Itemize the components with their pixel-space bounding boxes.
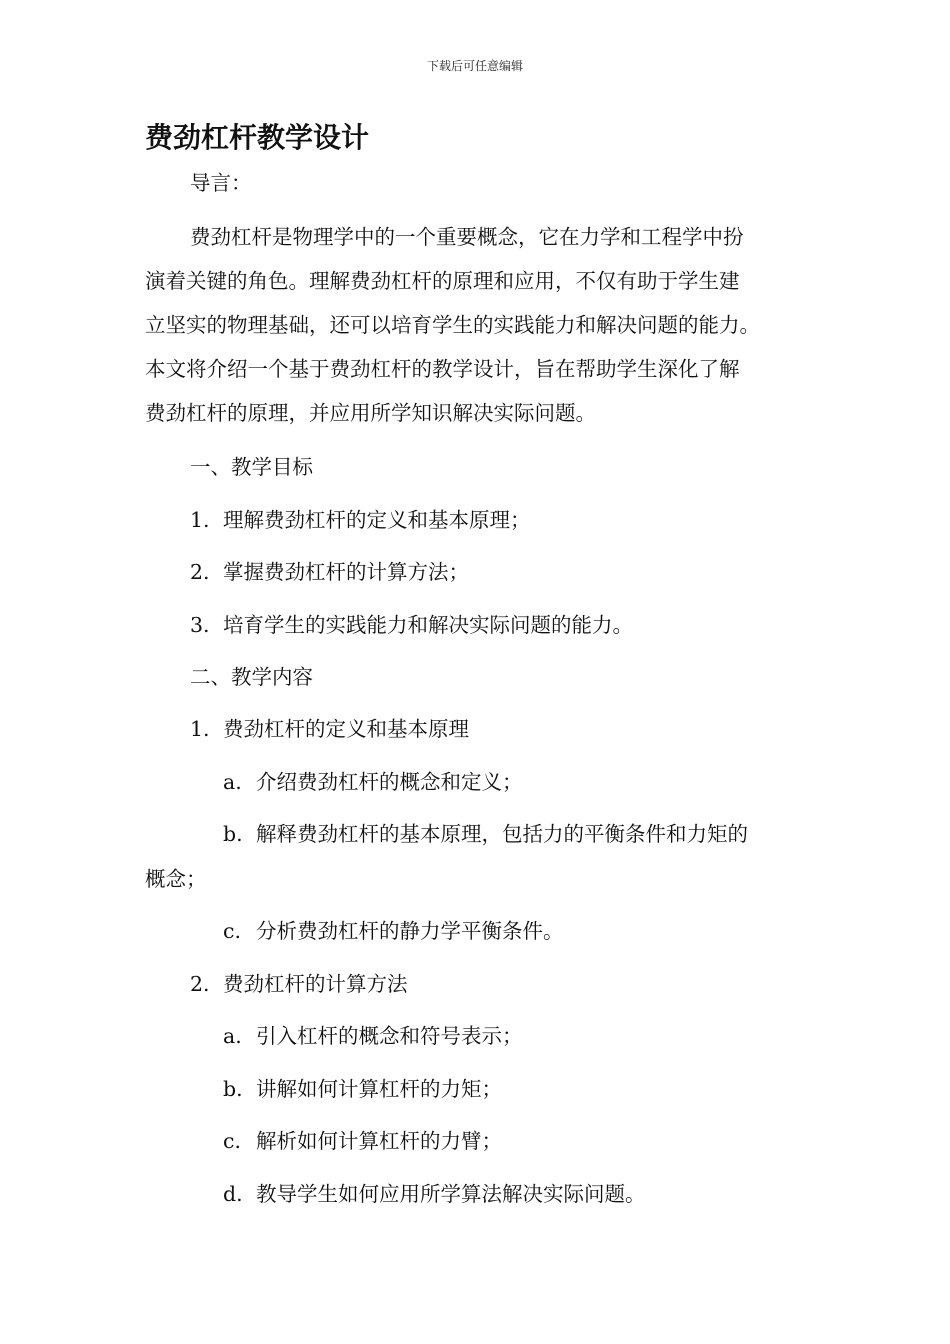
- document-title: 费劲杠杆教学设计: [145, 121, 370, 154]
- sub-list-item-text: 引入杠杆的概念和符号表示；: [256, 1024, 523, 1048]
- list-item-number: 2.: [190, 972, 210, 996]
- intro-paragraph-line: 本文将介绍一个基于费劲杠杆的教学设计，旨在帮助学生深化了解: [145, 357, 740, 381]
- list-item: [190, 610, 633, 640]
- list-item-text: 培育学生的实践能力和解决实际问题的能力。: [223, 613, 633, 637]
- sub-list-item: [223, 1021, 523, 1051]
- list-item-number: 3.: [190, 613, 210, 637]
- list-item: [190, 714, 469, 744]
- sub-list-item-letter: a.: [223, 770, 242, 794]
- intro-heading: 导言：: [190, 171, 252, 195]
- sub-list-item-letter: c.: [223, 1129, 241, 1153]
- list-item-text: 费劲杠杆的计算方法: [223, 972, 408, 996]
- sub-list-item: [223, 1074, 502, 1104]
- sub-list-item-letter: a.: [223, 1024, 242, 1048]
- intro-paragraph-line: 费劲杠杆的原理，并应用所学知识解决实际问题。: [145, 401, 596, 425]
- list-item-text: 费劲杠杆的定义和基本原理: [223, 717, 469, 741]
- sub-list-item-text: 教导学生如何应用所学算法解决实际问题。: [256, 1182, 646, 1206]
- list-item-number: 1.: [190, 508, 210, 532]
- sub-list-item: [223, 916, 564, 946]
- list-item: [190, 969, 408, 999]
- list-item-number: 1.: [190, 717, 210, 741]
- sub-list-item-continuation: 概念；: [145, 867, 207, 891]
- sub-list-item-letter: d.: [223, 1182, 243, 1206]
- intro-paragraph-line: 立坚实的物理基础，还可以培育学生的实践能力和解决问题的能力。: [145, 313, 760, 337]
- sub-list-item: [223, 767, 523, 797]
- list-item: [190, 557, 469, 587]
- list-item-text: 理解费劲杠杆的定义和基本原理；: [223, 508, 531, 532]
- intro-paragraph-line: 演着关键的角色。理解费劲杠杆的原理和应用，不仅有助于学生建: [145, 269, 740, 293]
- sub-list-item-text: 讲解如何计算杠杆的力矩；: [256, 1077, 502, 1101]
- section-heading-content: 二、教学内容: [190, 665, 313, 689]
- list-item: [190, 505, 531, 535]
- section-heading-objectives: 一、教学目标: [190, 455, 313, 479]
- sub-list-item-text: 分析费劲杠杆的静力学平衡条件。: [256, 919, 564, 943]
- list-item-text: 掌握费劲杠杆的计算方法；: [223, 560, 469, 584]
- sub-list-item-letter: b.: [223, 1077, 243, 1101]
- sub-list-item-letter: c.: [223, 919, 241, 943]
- list-item-number: 2.: [190, 560, 210, 584]
- sub-list-item: [223, 1126, 502, 1156]
- page-header-note: 下载后可任意编辑: [426, 59, 523, 73]
- sub-list-item-text: 介绍费劲杠杆的概念和定义；: [256, 770, 523, 794]
- sub-list-item-text: 解释费劲杠杆的基本原理，包括力的平衡条件和力矩的: [256, 822, 748, 846]
- sub-list-item: [223, 819, 748, 849]
- intro-paragraph-line: 费劲杠杆是物理学中的一个重要概念，它在力学和工程学中扮: [190, 225, 744, 249]
- sub-list-item-text: 解析如何计算杠杆的力臂；: [256, 1129, 502, 1153]
- sub-list-item: [223, 1179, 646, 1209]
- sub-list-item-letter: b.: [223, 822, 243, 846]
